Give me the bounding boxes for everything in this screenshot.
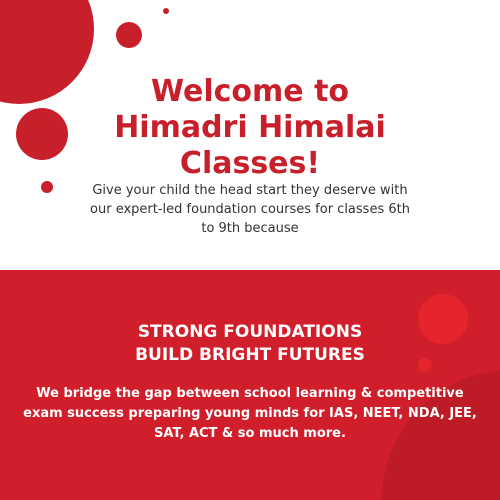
tagline-line-2: BUILD BRIGHT FUTURES [135, 345, 365, 365]
red-panel [0, 270, 500, 500]
tagline-line-1: STRONG FOUNDATIONS [137, 322, 363, 342]
headline-line-1: Welcome to [150, 74, 350, 109]
headline-line-3: Classes! [179, 146, 321, 181]
decorative-circle-tiny [163, 8, 169, 14]
panel-body-text: We bridge the gap between school learning & competitive exam success preparing young minds for IAS, NEET, NDA, JEE, SAT, ACT & so much more. [23, 386, 477, 441]
decorative-circle-medium [116, 22, 142, 48]
headline-line-2: Himadri Himalai [114, 110, 386, 145]
decorative-circle-small [41, 181, 53, 193]
welcome-headline [60, 74, 440, 182]
tagline [60, 321, 440, 367]
intro-paragraph: Give your child the head start they deserve with our expert-led foundation courses for classes 6th to 9th because [90, 183, 410, 236]
